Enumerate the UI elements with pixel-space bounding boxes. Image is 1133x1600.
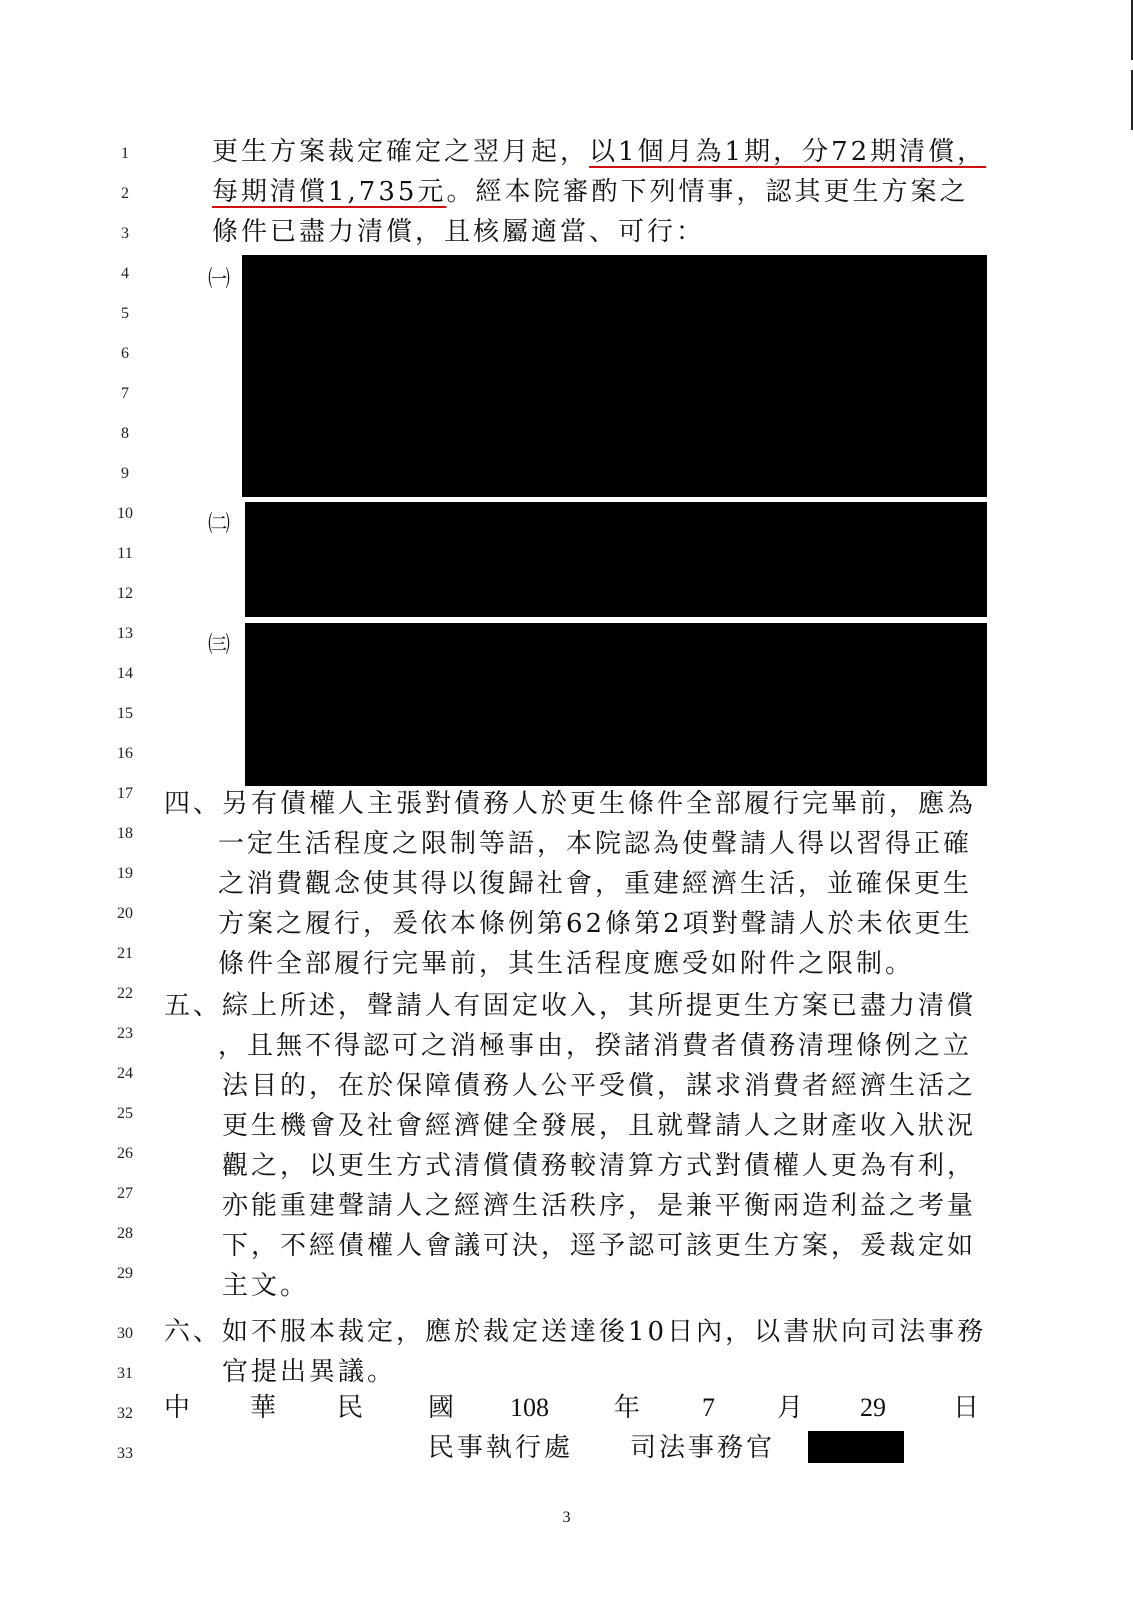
line-number: 17 [117,785,133,802]
signature-office: 民事執行處 [428,1433,574,1463]
line-number: 29 [117,1265,133,1282]
item-marker: ㈡ [208,512,231,537]
line-number: 23 [117,1025,133,1042]
text-line: ，且無不得認可之消極事由，揆諸消費者債務清理條例之立 [218,1031,973,1061]
date-char: 華 [250,1393,277,1423]
line-number: 13 [117,625,133,642]
text-line: 觀之，以更生方式清償債務較清算方式對債權人更為有利， [222,1151,977,1181]
line-number: 10 [117,505,133,522]
line-number: 2 [121,185,129,202]
underlined-text: 每期清償1,735元 [212,177,447,207]
text-line: 法目的，在於保障債務人公平受償，謀求消費者經濟生活之 [222,1071,977,1101]
date-char: 民 [337,1393,364,1423]
line-number: 12 [117,585,133,602]
line-number: 1 [121,145,129,162]
date-char: 月 [777,1393,804,1423]
line-number: 15 [117,705,133,722]
line-number: 31 [117,1365,133,1382]
line-number: 18 [117,825,133,842]
item-marker: ㈠ [208,267,231,292]
line-number: 7 [121,385,129,402]
line-number: 8 [121,425,129,442]
section-heading: 六、如不服本裁定，應於裁定送達後10日內，以書狀向司法事務 [164,1317,987,1347]
text-line [212,177,968,207]
line-number: 5 [121,305,129,322]
date-day: 29 [860,1393,886,1422]
date-char: 日 [953,1393,980,1423]
text-line: 方案之履行，爰依本條例第62條第2項對聲請人於未依更生 [218,909,973,939]
signature-redaction [808,1431,904,1463]
page-number: 3 [562,1509,571,1526]
underlined-text: 以1個月為1期，分72期清償， [589,137,987,167]
line-number: 25 [117,1105,133,1122]
signature-title: 司法事務官 [630,1433,776,1463]
redaction-block [245,623,987,786]
line-number: 27 [117,1185,133,1202]
text-line: 主文。 [222,1271,310,1301]
line-number: 3 [121,225,129,242]
section-heading: 五、綜上所述，聲請人有固定收入，其所提更生方案已盡力清償 [164,991,977,1021]
text-segment: 。經本院審酌下列情事，認其更生方案之 [446,177,969,207]
redaction-block [245,502,987,617]
text-line: 亦能重建聲請人之經濟生活秩序，是兼平衡兩造利益之考量 [222,1191,977,1221]
line-number: 21 [117,945,133,962]
item-marker: ㈢ [208,633,231,658]
date-char: 年 [614,1393,641,1423]
text-line: 下，不經債權人會議可決，逕予認可該更生方案，爰裁定如 [222,1231,977,1261]
text-line [212,137,986,167]
date-month: 7 [702,1393,715,1422]
line-number: 4 [121,265,129,282]
line-number: 14 [117,665,133,682]
text-line: 更生機會及社會經濟健全發展，且就聲請人之財產收入狀況 [222,1111,977,1141]
line-number: 6 [121,345,129,362]
line-number: 33 [117,1445,133,1462]
text-line: 條件已盡力清償，且核屬適當、可行： [212,217,706,247]
line-number: 32 [117,1405,133,1422]
date-char: 中 [164,1393,191,1423]
date-char: 國 [428,1393,455,1423]
redaction-block [242,255,987,497]
text-line: 條件全部履行完畢前，其生活程度應受如附件之限制。 [218,949,915,979]
line-number: 28 [117,1225,133,1242]
text-line: 官提出異議。 [222,1357,397,1387]
line-number: 20 [117,905,133,922]
text-line: 一定生活程度之限制等語，本院認為使聲請人得以習得正確 [218,829,973,859]
line-number: 16 [117,745,133,762]
line-number: 26 [117,1145,133,1162]
text-segment: 更生方案裁定確定之翌月起， [212,137,590,167]
line-number: 22 [117,985,133,1002]
line-number: 11 [117,545,133,562]
line-number: 24 [117,1065,133,1082]
section-heading: 四、另有債權人主張對債務人於更生條件全部履行完畢前，應為 [164,789,977,819]
text-line: 之消費觀念使其得以復歸社會，重建經濟生活，並確保更生 [218,869,973,899]
line-number: 19 [117,865,133,882]
line-number: 9 [121,465,129,482]
date-year: 108 [510,1393,549,1422]
line-number: 30 [117,1325,133,1342]
